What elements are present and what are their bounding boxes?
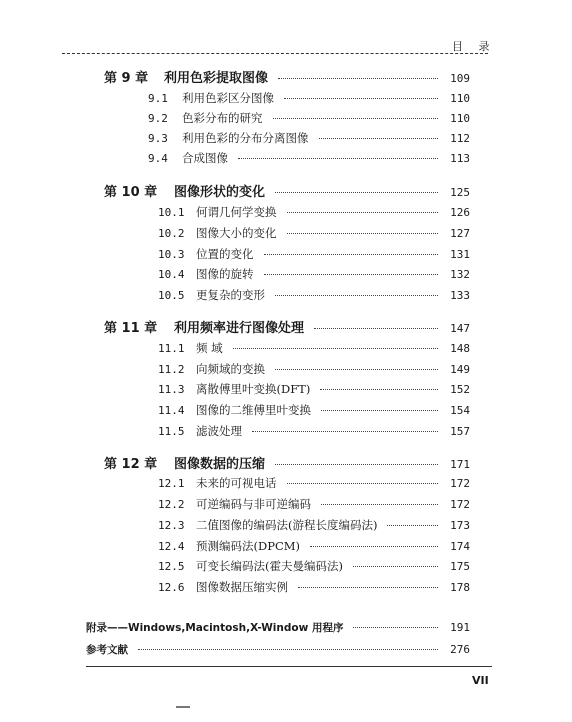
section-page: 113: [450, 152, 470, 165]
chapter-label: 第 11 章: [104, 321, 158, 336]
dot-leader: [264, 254, 439, 255]
dot-leader: [275, 295, 438, 296]
section-page: 112: [450, 132, 470, 145]
toc-section-10-5[interactable]: [158, 287, 470, 303]
section-title: 利用色彩的分布分离图像: [182, 131, 309, 145]
dot-leader: [275, 192, 438, 193]
section-page: 175: [450, 560, 470, 573]
section-number: 10.4: [158, 268, 185, 281]
section-title: 合成图像: [182, 151, 228, 165]
section-number: 11.5: [158, 425, 185, 438]
dot-leader: [387, 525, 438, 526]
appendix-title: 附录——Windows,Macintosh,X-Window 用程序: [86, 622, 344, 634]
references-page: 276: [450, 643, 470, 656]
toc-section-9-3[interactable]: [148, 130, 470, 146]
toc-section-11-1[interactable]: [158, 340, 470, 356]
section-title: 位置的变化: [196, 247, 254, 261]
toc-section-10-1[interactable]: [158, 204, 470, 220]
section-page: 172: [450, 477, 470, 490]
section-title: 可变长编码法(霍夫曼编码法): [196, 559, 343, 573]
section-page: 173: [450, 519, 470, 532]
dot-leader: [238, 158, 438, 159]
section-title: 离散傅里叶变换(DFT): [196, 382, 311, 396]
chapter-title: 利用频率进行图像处理: [174, 321, 305, 336]
section-number: 12.1: [158, 477, 185, 490]
section-title: 何谓几何学变换: [196, 205, 277, 219]
dot-leader: [353, 627, 438, 628]
section-page: 174: [450, 540, 470, 553]
dot-leader: [321, 504, 438, 505]
toc-section-11-2[interactable]: [158, 361, 470, 377]
section-number: 12.4: [158, 540, 185, 553]
chapter-title: 图像数据的压缩: [174, 457, 266, 472]
dot-leader: [310, 546, 438, 547]
section-number: 12.2: [158, 498, 185, 511]
dot-leader: [320, 389, 438, 390]
chapter-title: 图像形状的变化: [174, 185, 266, 200]
toc-section-12-2[interactable]: [158, 496, 470, 512]
section-page: 149: [450, 363, 470, 376]
dot-leader: [319, 138, 439, 139]
section-page: 131: [450, 248, 470, 261]
header-rule: [62, 53, 488, 54]
section-title: 更复杂的变形: [196, 288, 265, 302]
chapter-page: 109: [450, 72, 470, 85]
section-title: 滤波处理: [196, 424, 242, 438]
dot-leader: [287, 483, 439, 484]
section-page: 178: [450, 581, 470, 594]
section-title: 未来的可视电话: [196, 476, 277, 490]
dot-leader: [287, 233, 439, 234]
section-number: 9.1: [148, 92, 168, 105]
chapter-page: 171: [450, 458, 470, 471]
dot-leader: [138, 649, 438, 650]
references-title: 参考文献: [86, 644, 128, 656]
section-page: 154: [450, 404, 470, 417]
dot-leader: [287, 212, 439, 213]
dot-leader: [275, 369, 438, 370]
dot-leader: [284, 98, 438, 99]
dot-leader: [278, 78, 438, 79]
footer-rule: [86, 666, 492, 667]
section-number: 11.4: [158, 404, 185, 417]
section-number: 12.6: [158, 581, 185, 594]
toc-section-10-4[interactable]: [158, 266, 470, 282]
dot-leader: [233, 348, 438, 349]
chapter-label: 第 10 章: [104, 185, 158, 200]
section-number: 11.2: [158, 363, 185, 376]
toc-section-10-3[interactable]: [158, 246, 470, 262]
toc-section-12-3[interactable]: [158, 517, 470, 533]
chapter-label: 第 9 章: [104, 71, 149, 86]
section-title: 图像的二维傅里叶变换: [196, 403, 311, 417]
section-title: 向频域的变换: [196, 362, 265, 376]
section-number: 12.5: [158, 560, 185, 573]
section-title: 频 域: [196, 341, 223, 355]
section-title: 图像数据压缩实例: [196, 580, 288, 594]
section-number: 12.3: [158, 519, 185, 532]
section-title: 图像的旋转: [196, 267, 254, 281]
section-number: 9.4: [148, 152, 168, 165]
section-number: 11.3: [158, 383, 185, 396]
page-number: VII: [472, 674, 489, 687]
chapter-label: 第 12 章: [104, 457, 158, 472]
toc-section-12-1[interactable]: [158, 475, 470, 491]
page-header-title: 目 录: [452, 40, 496, 53]
section-number: 9.2: [148, 112, 168, 125]
dot-leader: [273, 118, 439, 119]
section-page: 127: [450, 227, 470, 240]
section-page: 157: [450, 425, 470, 438]
dot-leader: [353, 566, 438, 567]
dot-leader: [314, 328, 438, 329]
toc-references[interactable]: [86, 642, 470, 657]
dot-leader: [298, 587, 438, 588]
toc-section-11-4[interactable]: [158, 402, 470, 418]
dot-leader: [275, 464, 438, 465]
section-title: 二值图像的编码法(游程长度编码法): [196, 518, 378, 532]
toc-section-10-2[interactable]: [158, 225, 470, 241]
section-page: 110: [450, 92, 470, 105]
section-page: 148: [450, 342, 470, 355]
section-number: 9.3: [148, 132, 168, 145]
chapter-page: 147: [450, 322, 470, 335]
dot-leader: [264, 274, 439, 275]
section-page: 133: [450, 289, 470, 302]
dot-leader: [252, 431, 438, 432]
toc-chapter-12[interactable]: [104, 453, 470, 472]
section-number: 10.1: [158, 206, 185, 219]
scan-artifact: [176, 706, 190, 708]
section-page: 126: [450, 206, 470, 219]
toc-section-12-6[interactable]: [158, 579, 470, 595]
toc-section-9-1[interactable]: [148, 90, 470, 106]
toc-section-12-4[interactable]: [158, 538, 470, 554]
appendix-page: 191: [450, 621, 470, 634]
section-page: 110: [450, 112, 470, 125]
dot-leader: [321, 410, 438, 411]
section-title: 可逆编码与非可逆编码: [196, 497, 311, 511]
section-page: 172: [450, 498, 470, 511]
section-title: 色彩分布的研究: [182, 111, 263, 125]
section-title: 预测编码法(DPCM): [196, 539, 301, 553]
toc-section-9-2[interactable]: [148, 110, 470, 126]
chapter-title: 利用色彩提取图像: [164, 71, 269, 86]
toc-section-12-5[interactable]: [158, 558, 470, 574]
toc-section-11-3[interactable]: [158, 381, 470, 397]
section-number: 10.3: [158, 248, 185, 261]
section-number: 10.5: [158, 289, 185, 302]
toc-section-9-4[interactable]: [148, 150, 470, 166]
section-title: 图像大小的变化: [196, 226, 277, 240]
section-number: 10.2: [158, 227, 185, 240]
section-number: 11.1: [158, 342, 185, 355]
toc-appendix[interactable]: [86, 620, 470, 635]
section-title: 利用色彩区分图像: [182, 91, 274, 105]
section-page: 132: [450, 268, 470, 281]
toc-chapter-9[interactable]: [104, 67, 470, 86]
section-page: 152: [450, 383, 470, 396]
toc-chapter-10[interactable]: [104, 181, 470, 200]
toc-chapter-11[interactable]: [104, 317, 470, 336]
chapter-page: 125: [450, 186, 470, 199]
toc-section-11-5[interactable]: [158, 423, 470, 439]
